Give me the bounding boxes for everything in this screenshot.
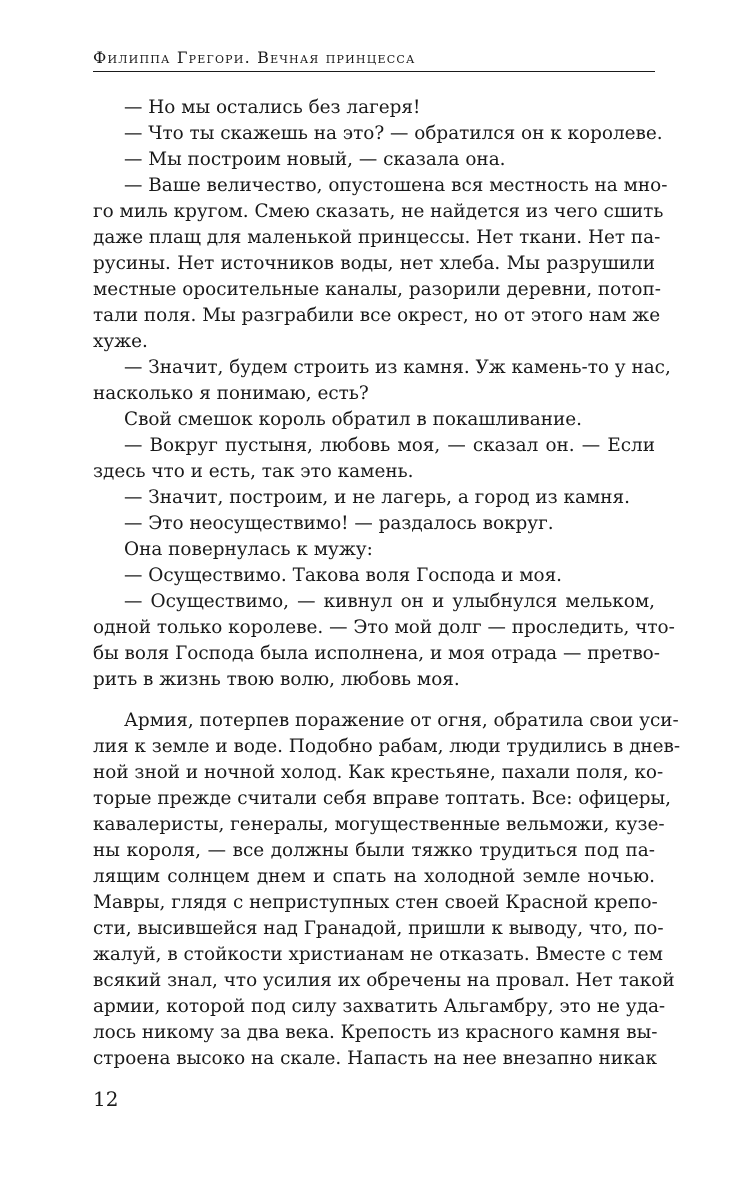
text-line: — Но мы остались без лагеря!: [124, 97, 421, 118]
text-line: Свой смешок король обратил в покашливание.: [124, 409, 582, 430]
header-rule: [93, 71, 655, 72]
text-line: лия к земле и воде. Подобно рабам, люди трудились в днев-: [93, 736, 681, 757]
text-line: сти, высившейся над Гранадой, пришли к выводу, что, по-: [93, 918, 664, 939]
text-line: насколько я понимаю, есть?: [93, 383, 369, 404]
text-line: лящим солнцем днем и спать на холодной земле ночью.: [93, 866, 655, 887]
text-line: русины. Нет источников воды, нет хлеба. Мы разрушили: [93, 253, 655, 274]
text-line: — Осуществимо, — кивнул он и улыбнулся мельком,: [124, 591, 655, 612]
text-line: — Вокруг пустыня, любовь моя, — сказал он. — Если: [124, 435, 655, 456]
text-line: одной только королеве. — Это мой долг — проследить, что-: [93, 617, 675, 638]
text-line: рить в жизнь твою волю, любовь моя.: [93, 669, 460, 690]
text-line: — Что ты скажешь на это? — обратился он к королеве.: [124, 123, 663, 144]
text-line: — Осуществимо. Такова воля Господа и моя.: [124, 565, 563, 586]
text-line: кавалеристы, генералы, могущественные вельможи, кузе-: [93, 814, 665, 835]
text-line: — Значит, построим, и не лагерь, а город из камня.: [124, 487, 630, 508]
text-line: лось никому за два века. Крепость из красного камня вы-: [93, 1022, 658, 1043]
text-line: тали поля. Мы разграбили все окрест, но от этого нам же: [93, 305, 661, 326]
dialogue-section: [93, 95, 675, 693]
text-line: местные оросительные каналы, разорили деревни, потоп-: [93, 279, 661, 300]
text-line: строена высоко на скале. Напасть на нее внезапно никак: [93, 1048, 658, 1069]
text-line: — Мы построим новый, — сказала она.: [124, 149, 506, 170]
text-line: торые прежде считали себя вправе топтать. Все: офицеры,: [93, 788, 671, 809]
text-line: здесь что и есть, так это камень.: [93, 461, 414, 482]
text-line: ной зной и ночной холод. Как крестьяне, пахали поля, ко-: [93, 762, 664, 783]
text-line: Армия, потерпев поражение от огня, обратила свои уси-: [124, 710, 679, 731]
text-line: — Значит, будем строить из камня. Уж камень-то у нас,: [124, 357, 671, 378]
text-line: бы воля Господа была исполнена, и моя отрада — претво-: [93, 643, 660, 664]
text-line: го миль кругом. Смею сказать, не найдется из чего сшить: [93, 201, 664, 222]
text-line: всякий знал, что усилия их обречены на провал. Нет такой: [93, 970, 675, 991]
text-line: жалуй, в стойкости христианам не отказать. Вместе с тем: [93, 944, 663, 965]
text-line: даже плащ для маленькой принцессы. Нет ткани. Нет па-: [93, 227, 661, 248]
text-line: армии, которой под силу захватить Альгамбру, это не уда-: [93, 996, 666, 1017]
text-line: — Это неосуществимо! — раздалось вокруг.: [124, 513, 554, 534]
text-line: Она повернулась к мужу:: [124, 539, 373, 560]
text-line: хуже.: [93, 331, 148, 352]
text-line: — Ваше величество, опустошена вся местность на мно-: [124, 175, 668, 196]
page-number: 12: [93, 1087, 119, 1111]
running-head: Филиппа Грегори. Вечная принцесса: [93, 48, 416, 67]
text-line: Мавры, глядя с неприступных стен своей Красной крепо-: [93, 892, 658, 913]
narration-section: [93, 708, 681, 1072]
text-line: ны короля, — все должны были тяжко трудиться под па-: [93, 840, 655, 861]
